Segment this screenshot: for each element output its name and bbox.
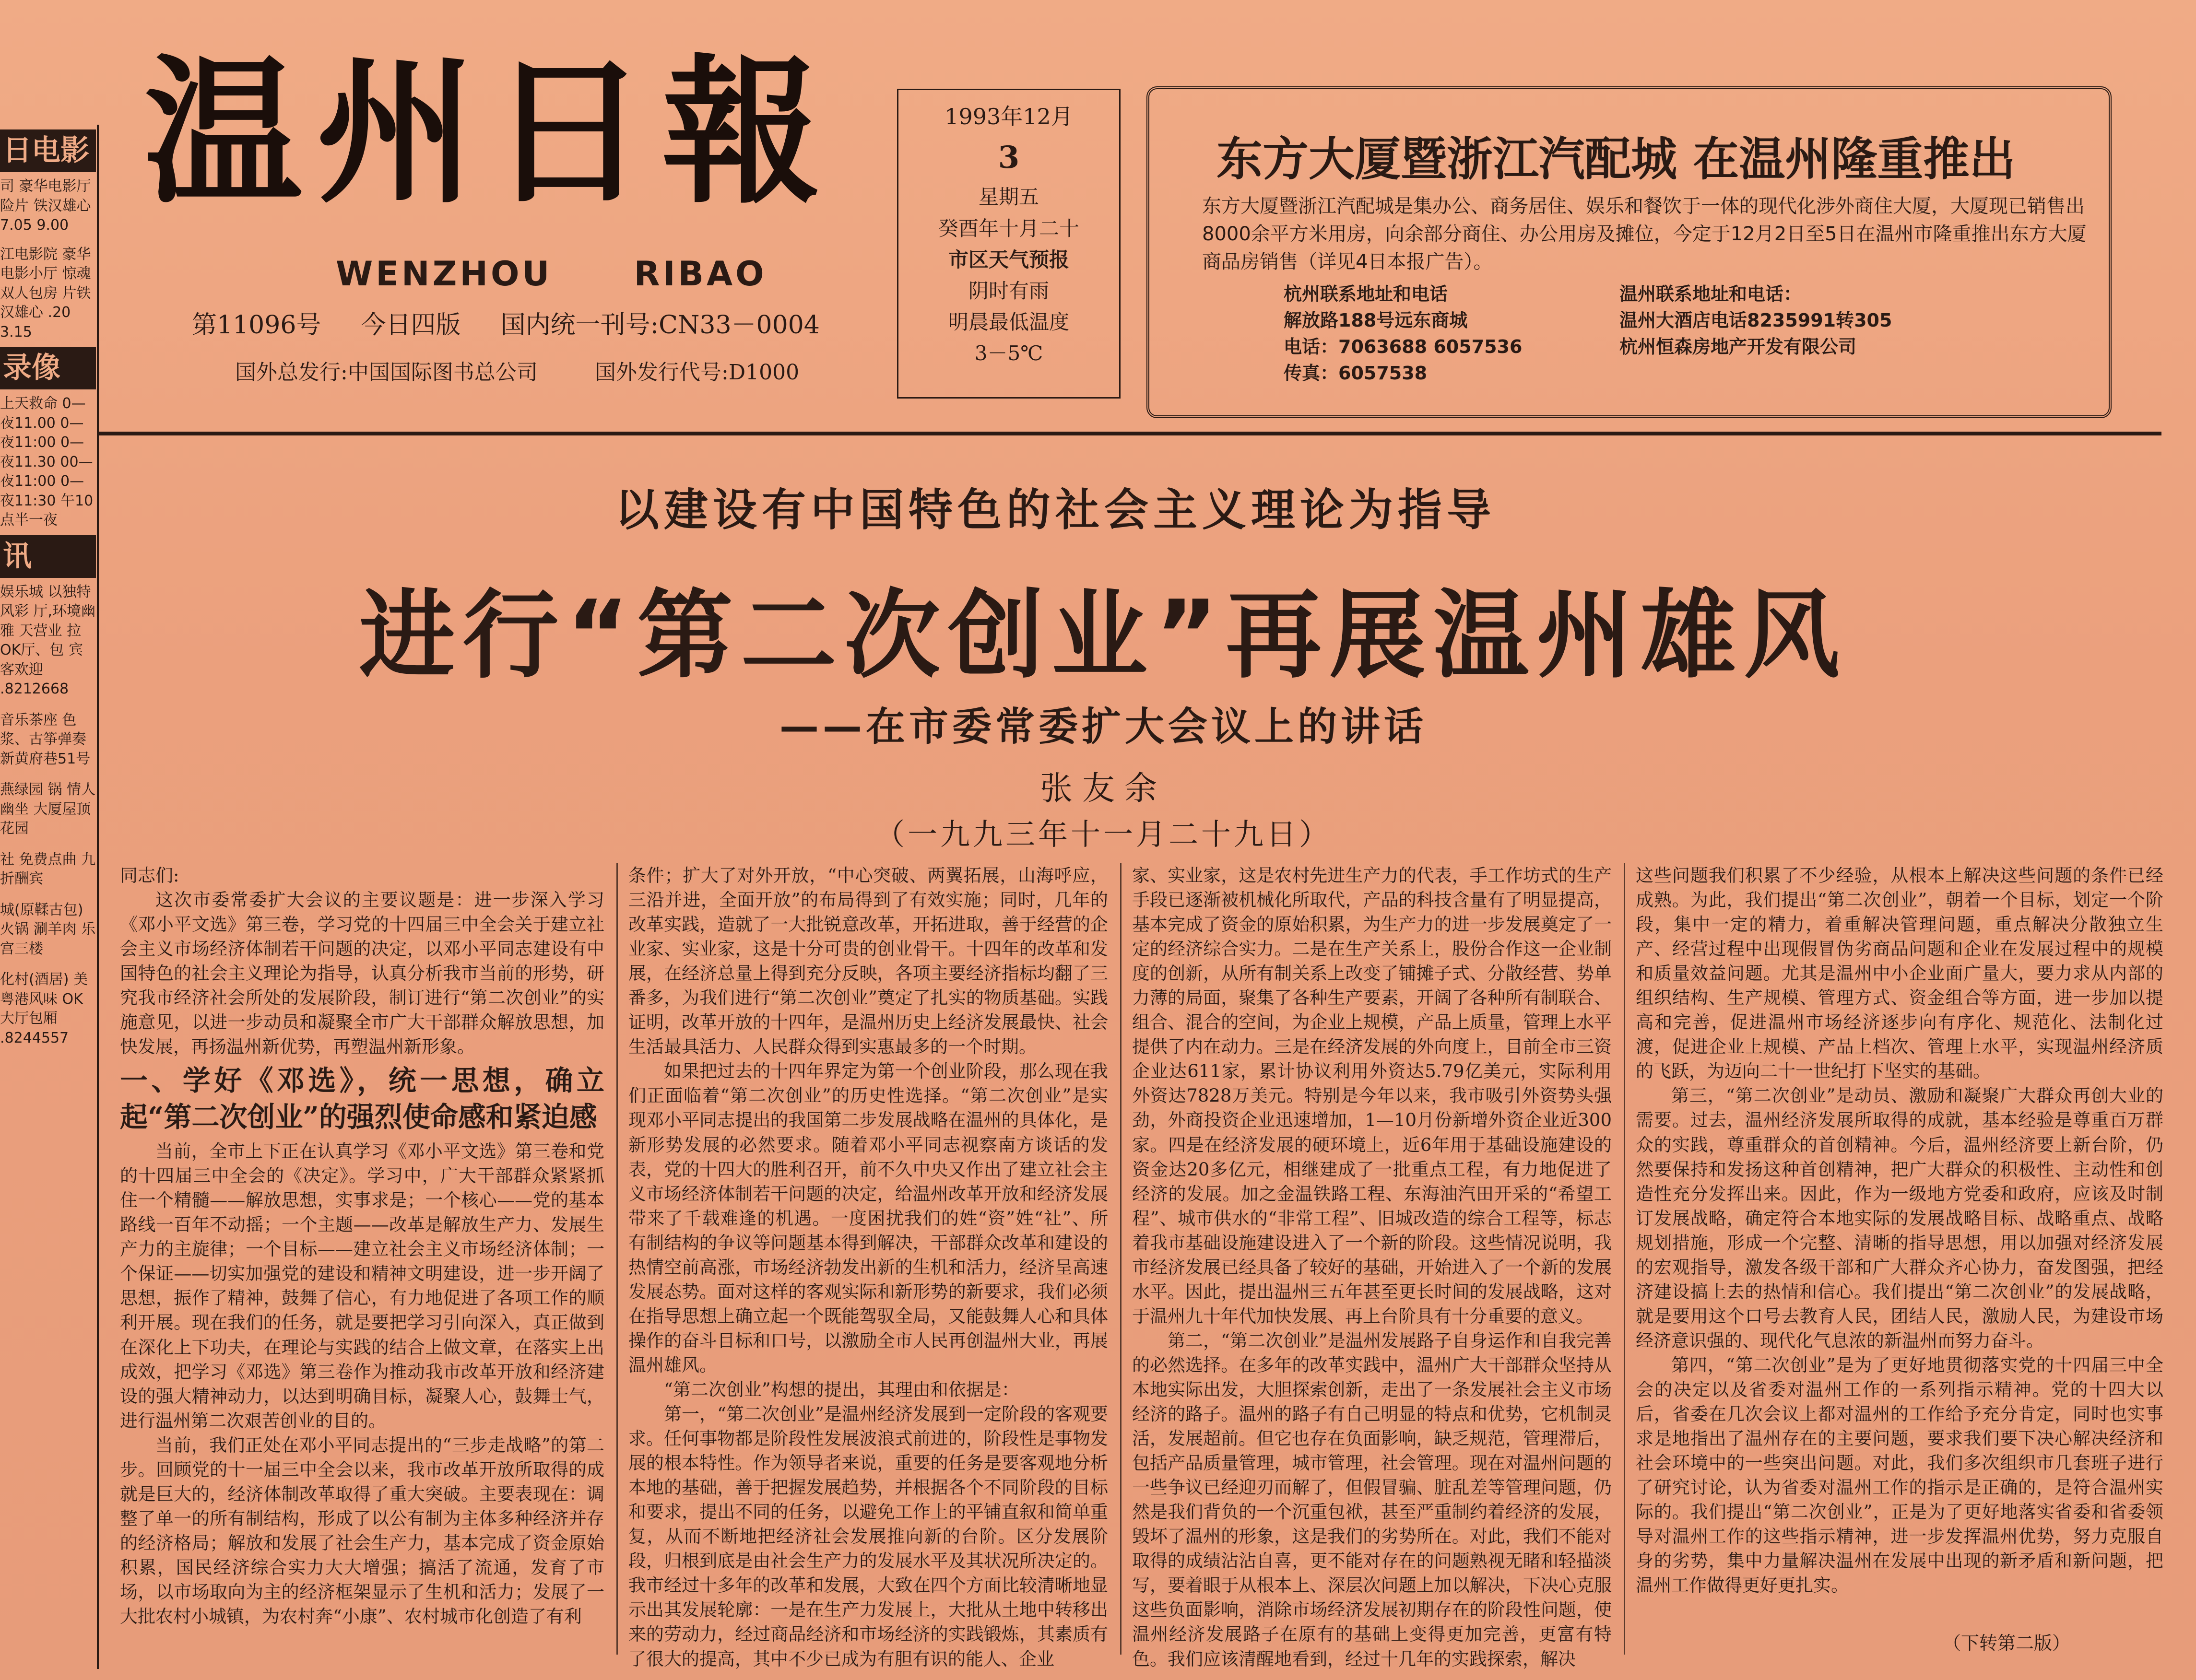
- issue-number: 第11096号: [192, 311, 321, 340]
- column-separator: [1624, 863, 1625, 1655]
- article-paragraph: 第一，“第二次创业”是温州经济发展到一定阶段的客观要求。任何事物都是阶段性发展波浪式前进的，阶段性是事物发展的根本特性。作为领导者来说，重要的任务是要客观地分析本地的基础，善于把握发展趋势，并根据各个不同阶段的目标和要求，提出不同的任务，以避免工作上的平铺直叙和简单重复，从而不断地把经济社会发展推向新的台阶。区分发展阶段，归根到底是由社会生产力的发展水平及其状况所决定的。我市经过十多年的改革和发展，大致在四个方面比较清晰地显示出其发展轮廓：一是在生产力发展上，大批从土地中转移出来的劳动力，经过商品经济和市场经济的实践锻炼，其素质有了很大的提高，其中不少已成为有胆有识的能人、企业: [628, 1404, 1108, 1669]
- article-paragraph: 第三，“第二次创业”是动员、激励和凝聚广大群众再创大业的需要。过去，温州经济发展所取得的成就，基本经验是尊重百万群众的实践，尊重群众的首创精神。今后，温州经济要上新台阶，仍然要保持和发扬这种首创精神，把广大群众的积极性、主动性和创造性充分发挥出来。因此，作为一级地方党委和政府，应该及时制订发展战略，确定符合本地实际的发展战略目标、战略重点、战略规划措施，形成一个完整、清晰的指导思想，用以加强对经济发展的宏观指导，激发各级干部和广大群众齐心协力，奋发图强，把经济建设搞上去的热情和信心。我们提出“第二次创业”的发展战略，就是要用这个口号去教育人民，团结人民，激励人民，为建设市场经济意识强的、现代化气息浓的新温州而努力奋斗。: [1636, 1085, 2163, 1351]
- article-paragraph: 这次市委常委扩大会议的主要议题是：进一步深入学习《邓小平文选》第三卷，学习党的十四届三中全会关于建立社会主义市场经济体制若干问题的决定，以邓小平同志建设有中国特色的社会主义理论为指导，认真分析我市当前的形势，研究我市经济社会所处的发展阶段，制订进行“第二次创业”的实施意见，以进一步动员和凝聚全市广大干部群众解放思想，加快发展，再扬温州新优势，再塑温州新形象。: [120, 890, 604, 1057]
- article-paragraph: 如果把过去的十四年界定为第一个创业阶段，那么现在我们正面临着“第二次创业”的历史性选择。“第二次创业”是实现邓小平同志提出的我国第二步发展战略在温州的具体化，是新形势发展的必然要求。随着邓小平同志视察南方谈话的发表，党的十四大的胜利召开，前不久中央又作出了建立社会主义市场经济体制若干问题的决定，给温州改革开放和经济发展带来了千载难逢的机遇。一度困扰我们的姓“资”姓“社”、所有制结构的争议等问题基本得到解决，干部群众改革和建设的热情空前高涨，市场经济勃发出新的生机和活力，经济呈高速发展态势。面对这样的客观实际和新形势的新要求，我们必须在指导思想上确立起一个既能驾驭全局，又能鼓舞人心和具体操作的奋斗目标和口号，以激励全市人民再创温州大业，再展温州雄风。: [628, 1061, 1108, 1375]
- column-separator: [1120, 863, 1122, 1655]
- listing-text: 司 豪华电影厅 险片 铁汉雄心 7.05 9.00: [0, 178, 91, 234]
- listing-text: 娱乐城 以独特风彩 厅,环境幽雅 天营业 拉OK厅、包 宾客欢迎 .8212668: [0, 583, 96, 697]
- newspaper-pinyin: WENZHOU RIBAO: [336, 254, 767, 294]
- advertisement-box: [1146, 86, 2112, 418]
- hz-title: 杭州联系地址和电话: [1284, 283, 1448, 305]
- article-paragraph: 第二，“第二次创业”是温州发展路子自身运作和自我完善的必然选择。在多年的改革实践中，温州广大干部群众坚持从本地实际出发，大胆探索创新，走出了一条发展社会主义市场经济的路子。温州的路子有自己明显的特点和优势，它机制灵活，发展超前。但它也存在负面影响，缺乏规范，管理滞后，包括产品质量管理，城市管理，社会管理。现在对温州问题的一些争议已经迎刃而解了，但假冒骗、脏乱差等管理问题，仍然是我们背负的一个沉重包袱，甚至严重制约着经济的发展，毁坏了温州的形象，这是我们的劣势所在。对此，我们不能对取得的成绩沾沾自喜，更不能对存在的问题熟视无睹和轻描淡写，要着眼于从根本上、深层次问题上加以解决，下决心克服这些负面影响，消除市场经济发展初期存在的阶段性问题，使温州经济发展路子在原有的基础上变得更加完善，更富有特色。我们应该清醒地看到，经过十几年的实践探索，解决: [1132, 1330, 1612, 1669]
- listing-text: 城(原鞣古包) 火锅 涮羊肉 乐宫三楼: [0, 901, 96, 957]
- continued-note: （下转第二版）: [1943, 1633, 2071, 1654]
- ad-company: 杭州恒森房地产开发有限公司: [1619, 336, 1857, 358]
- section-heading-1: 一、学好《邓选》，统一思想，确立起“第二次创业”的强烈使命感和紧迫感: [120, 1064, 604, 1133]
- temp-label: 明晨最低温度: [948, 310, 1069, 334]
- date-weekday: 星期五: [978, 185, 1039, 209]
- ad-headline: 东方大厦暨浙江汽配城 在温州隆重推出: [1216, 132, 2016, 186]
- column-divider: [97, 125, 99, 1669]
- ad-hangzhou-contact: [1284, 281, 1522, 387]
- article-paragraph: 当前，全市上下正在认真学习《邓小平文选》第三卷和党的十四届三中全会的《决定》。学习中，广大干部群众紧紧抓住一个精髓——解放思想，实事求是；一个核心——党的基本路线一百年不动摇；一个主题——改革是解放生产力、发展生产力的主旋律；一个目标——建立社会主义市场经济体制；一个保证——切实加强党的建设和精神文明建设，进一步开阔了思想，振作了精神，鼓舞了信心，有力地促进了各项工作的顺利开展。现在我们的任务，就是要把学习引向深入，真正做到在深化上下功夫，在理论与实践的结合上做文章，在落实上出成效，把学习《邓选》第三卷作为推动我市改革开放和经济建设的强大精神动力，以达到明确目标，凝聚人心，鼓舞士气，进行温州第二次艰苦创业的目的。: [120, 1141, 604, 1431]
- hz-fax: 传真：6057538: [1284, 363, 1428, 384]
- listing-text: 化村(酒居) 美 粤港风味 OK大厅包厢 .8244557: [0, 971, 88, 1046]
- article-subtitle: ——在市委常委扩大会议上的讲话: [779, 704, 1427, 750]
- listing-text: 江电影院 豪华电影小厅 惊魂双人包房 片铁汉雄心 .20 3.15: [0, 246, 91, 341]
- wz-phone: 温州大酒店电话8235991转305: [1619, 310, 1892, 331]
- article-author: 张友余: [1039, 770, 1167, 808]
- ad-body: 东方大厦暨浙江汽配城是集办公、商务居住、娱乐和餐饮于一体的现代化涉外商住大厦，大厦现已销售出8000余平方米用房，向余部分商住、办公用房及摊位，今定于12月2日至5日在温州市隆重推出东方大厦商品房销售（详见4日本报广告）。: [1202, 195, 2087, 273]
- pages-today: 今日四版: [361, 311, 461, 340]
- article-headline: 进行“第二次创业”再展温州雄风: [359, 580, 1848, 692]
- date-day: 3: [998, 140, 1020, 176]
- article-paragraph: 当前，我们正处在邓小平同志提出的“三步走战略”的第二步。回顾党的十一届三中全会以来，我市改革开放所取得的成就是巨大的，经济体制改革取得了重大突破。主要表现在：调整了单一的所有制结构，形成了以公有制为主体多种经济并存的经济格局；解放和发展了社会生产力，基本完成了资金原始积累，国民经济综合实力大大增强；搞活了流通，发育了市场，以市场取向为主的经济框架显示了生机和活力；发展了一大批农村小城镇，为农村奔“小康”、农村城市化创造了有利: [120, 1434, 604, 1627]
- wz-title: 温州联系地址和电话：: [1619, 283, 1802, 305]
- cn-number: 国内统一刊号:CN33－0004: [500, 311, 820, 340]
- weather-text: 阴时有雨: [968, 279, 1049, 303]
- newspaper-title: 温州日報: [144, 39, 835, 225]
- ad-wenzhou-contact: [1619, 281, 1892, 360]
- distributor: 国外总发行:中国国际图书总公司: [235, 360, 538, 385]
- hz-address: 解放路188号远东商城: [1284, 310, 1468, 331]
- date-year-month: 1993年12月: [945, 104, 1073, 129]
- listing-text: 音乐茶座 色浆、古筝弹奏 新黄府巷51号: [0, 711, 91, 767]
- masthead-rule: [99, 432, 2161, 435]
- article-paragraph: 这些问题我们积累了不少经验，从根本上解决这些问题的条件已经成熟。为此，我们提出“第二次创业”，朝着一个目标，划定一个阶段，集中一定的精力，着重解决管理问题，重点解决分散独立生产、经营过程中出现假冒伪劣商品问题和企业在发展过程中的规模和质量效益问题。尤其是温州中小企业面广量大，要力求从内部的组织结构、生产规模、管理方式、资金组合等方面，进一步加以提高和完善，促进温州市场经济逐步向有序化、规范化、法制化过渡，促进企业上规模、产品上档次、管理上水平，实现温州经济质的飞跃，为迈向二十一世纪打下坚实的基础。: [1636, 865, 2163, 1082]
- article-kicker: 以建设有中国特色的社会主义理论为指导: [614, 484, 1496, 536]
- hz-phone: 电话：7063688 6057536: [1284, 336, 1523, 358]
- entertainment-listings-column: [0, 125, 96, 1679]
- article-greeting: 同志们:: [120, 865, 179, 886]
- article-column-4: [1636, 863, 2163, 1621]
- date-lunar: 癸酉年十月二十: [938, 216, 1079, 240]
- weather-title: 市区天气预报: [948, 247, 1069, 271]
- issue-meta: [192, 305, 820, 341]
- listing-text: 燕绿园 锅 情人幽坐 大厦屋顶花园: [0, 781, 96, 837]
- article-column-3: [1132, 863, 1612, 1669]
- article-column-1: [120, 863, 604, 1669]
- temp-value: 3－5℃: [974, 341, 1043, 365]
- article-paragraph: “第二次创业”构想的提出，其理由和依据是：: [664, 1379, 1019, 1400]
- listing-heading-video: 录像: [0, 347, 96, 389]
- date-weather-box: [897, 89, 1121, 399]
- article-date: （一九九三年十一月二十九日）: [874, 817, 1332, 852]
- listing-text: 上天救命 0—夜11.00 0—夜11:00 0—夜11.30 00—夜11:00 0—夜11:30 午10点半一夜: [0, 395, 94, 529]
- article-paragraph: 条件；扩大了对外开放，“中心突破、两翼拓展，山海呼应，三沿并进，全面开放”的布局得到了有效实施；同时，几年的改革实践，造就了一大批锐意改革，开拓进取，善于经营的企业家、实业家，这是十分可贵的创业骨干。十四年的改革和发展，在经济总量上得到充分反映，各项主要经济指标均翻了三番多，为我们进行“第二次创业”奠定了扎实的物质基础。实践证明，改革开放的十四年，是温州历史上经济发展最快、社会生活最具活力、人民群众得到实惠最多的一个时期。: [628, 865, 1108, 1057]
- listing-heading-news: 讯: [0, 535, 96, 578]
- column-separator: [616, 863, 618, 1655]
- article-column-2: [628, 863, 1108, 1669]
- article-paragraph: 第四，“第二次创业”是为了更好地贯彻落实党的十四届三中全会的决定以及省委对温州工作的一系列指示精神。党的十四大以后，省委在几次会议上都对温州的工作给予充分肯定，同时也实事求是地指出了温州存在的主要问题，要求我们要下决心解决经济和社会环境中的一些突出问题。对此，我们多次组织市几套班子进行了研究讨论，认为省委对温州工作的指示是正确的，是符合温州实际的。我们提出“第二次创业”，正是为了更好地落实省委和省委领导对温州工作的这些指示精神，进一步发挥温州优势，努力克服自身的劣势，集中力量解决温州在发展中出现的新矛盾和新问题，把温州工作做得更好更扎实。: [1636, 1354, 2163, 1596]
- listing-text: 社 免费点曲 九折酬宾: [0, 851, 96, 887]
- foreign-code: 国外发行代号:D1000: [595, 360, 800, 385]
- article-paragraph: 家、实业家，这是农村先进生产力的代表，手工作坊式的生产手段已逐渐被机械化所取代，产品的科技含量有了明显提高，基本完成了资金的原始积累，为生产力的进一步发展奠定了一定的经济综合实力。二是在生产关系上，股份合作这一企业制度的创新，从所有制关系上改变了铺摊子式、分散经营、势单力薄的局面，聚集了各种生产要素，开阔了各种所有制联合、组合、混合的空间，为企业上规模，产品上质量，管理上水平提供了内在动力。三是在经济发展的外向度上，目前全市三资企业达611家，累计协议利用外资达5.79亿美元，实际利用外资达7828万美元。特别是今年以来，我市吸引外资势头强劲，外商投资企业迅速增加，1—10月份新增外资企业近300家。四是在经济发展的硬环境上，近6年用于基础设施建设的资金达20多亿元，相继建成了一批重点工程，有力地促进了经济的发展。加之金温铁路工程、东海油汽田开采的“希望工程”、城市供水的“非常工程”、旧城改造的综合工程等，标志着我市基础设施建设进入了一个新的阶段。这些情况说明，我市经济发展已经具备了较好的基础，开始进入了一个新的发展水平。因此，提出温州三五年甚至更长时间的发展战略，这对于温州九十年代加快发展、再上台阶具有十分重要的意义。: [1132, 865, 1612, 1327]
- listing-heading-film: 日电影: [0, 129, 96, 172]
